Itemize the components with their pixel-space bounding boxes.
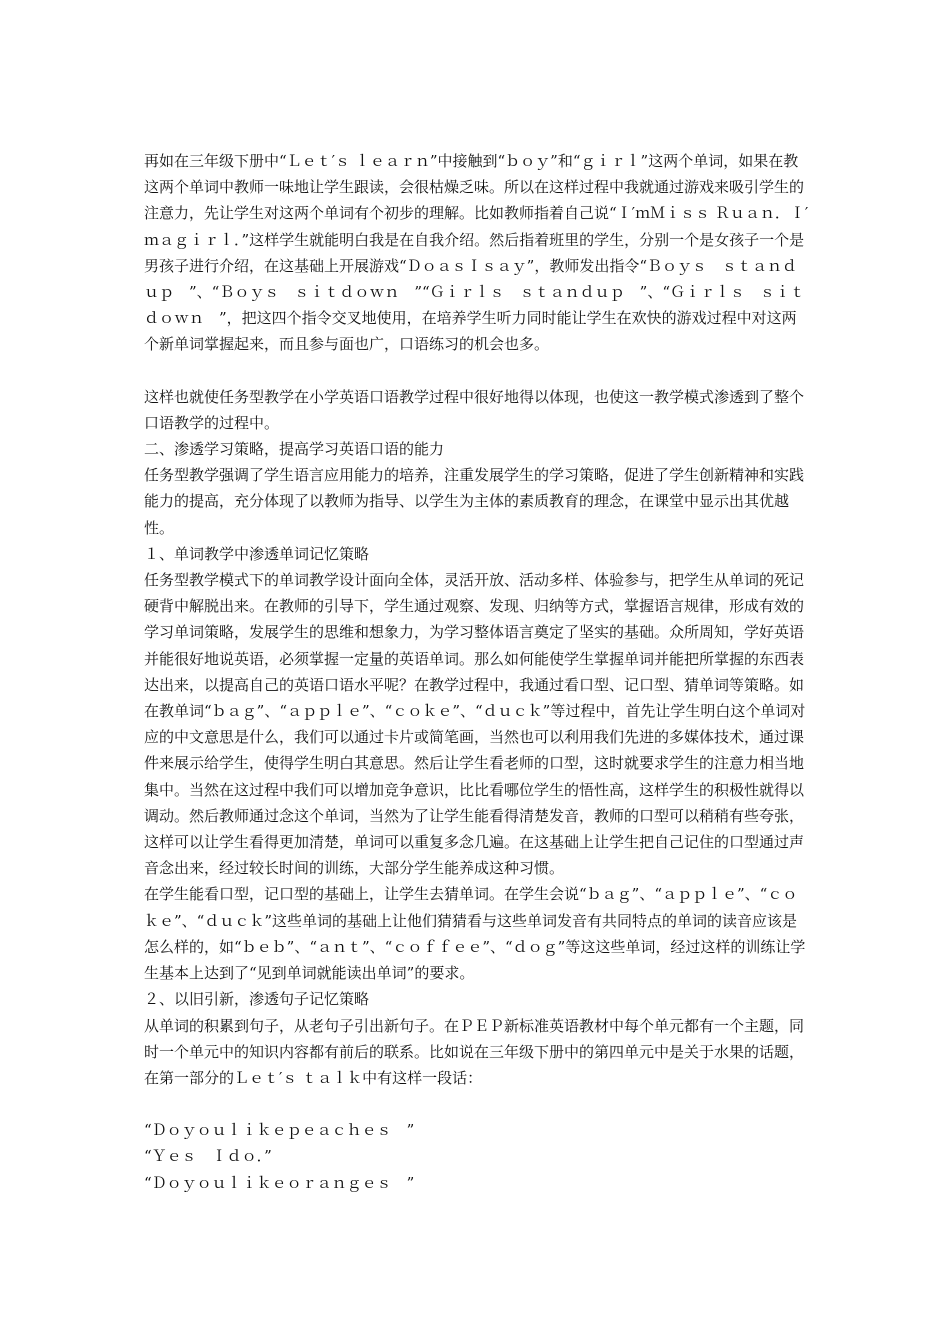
subheading-word-memory: １、单词教学中渗透单词记忆策略 <box>144 544 370 563</box>
document-body <box>144 148 810 1196</box>
paragraph-game-example: 再如在三年级下册中“Ｌｅｔ′ｓ ｌｅａｒｎ”中接触到“ｂｏｙ”和“ｇｉｒｌ”这两个单词，如果在教这两个单词中教师一味地让学生跟读，会很枯燥乏味。所以在这样过程中我就通过游戏来吸引学生的注意力，先让学生对这两个单词有个初步的理解。比如教师指着自己说“Ｉ′ｍＭｉｓｓ Ｒｕａｎ．Ｉ′ｍａｇｉｒｌ．”这样学生就能明白我是在自我介绍。然后指着班里的学生，分别一个是女孩子一个是男孩子进行介绍，在这基础上开展游戏“ＤｏａｓＩｓａｙ”，教师发出指令“Ｂｏｙｓ ｓｔａｎｄｕｐ ”、“Ｂｏｙｓ ｓｉｔｄｏｗｎ ”“Ｇｉｒｌｓ ｓｔａｎｄｕｐ ”、“Ｇｉｒｌｓ ｓｉｔｄｏｗｎ ”，把这四个指令交叉地使用，在培养学生听力同时能让学生在欢快的游戏过程中对这两个新单词掌握起来，而且参与面也广，口语练习的机会也多。 <box>144 152 809 354</box>
section-heading-learning-strategy: 二、渗透学习策略，提高学习英语口语的能力 <box>144 440 445 459</box>
dialogue-line: “Ｙｅｓ Ｉｄｏ．” <box>144 1147 272 1166</box>
subheading-sentence-memory: ２、以旧引新，渗透句子记忆策略 <box>144 990 370 1009</box>
paragraph-task-based-teaching: 任务型教学强调了学生语言应用能力的培养，注重发展学生的学习策略，促进了学生创新精神和实践能力的提高，充分体现了以教师为指导、以学生为主体的素质教育的理念，在课堂中显示出其优越性。 <box>144 466 805 537</box>
dialogue-line: “Ｄｏｙｏｕｌｉｋｅｐｅａｃｈｅｓ ” <box>144 1121 415 1140</box>
paragraph-summary: 这样也就使任务型教学在小学英语口语教学过程中很好地得以体现，也使这一教学模式渗透到了整个口语教学的过程中。 <box>144 387 805 432</box>
dialogue-line: “Ｄｏｙｏｕｌｉｋｅｏｒａｎｇｅｓ ” <box>144 1173 415 1192</box>
paragraph-word-teaching: 任务型教学模式下的单词教学设计面向全体，灵活开放、活动多样、体验参与，把学生从单词的死记硬背中解脱出来。在教师的引导下，学生通过观察、发现、归纳等方式，掌握语言规律，形成有效的学习单词策略，发展学生的思维和想象力，为学习整体语言奠定了坚实的基础。众所周知，学好英语并能很好地说英语，必须掌握一定量的英语单词。那么如何能使学生掌握单词并能把所掌握的东西表达出来，以提高自己的英语口语水平呢？在教学过程中，我通过看口型、记口型、猜单词等策略。如在教单词“ｂａｇ”、“ａｐｐｌｅ”、“ｃｏｋｅ”、“ｄｕｃｋ”等过程中，首先让学生明白这个单词对应的中文意思是什么，我们可以通过卡片或简笔画，当然也可以利用我们先进的多媒体技术，通过课件来展示给学生，使得学生明白其意思。然后让学生看老师的口型，这时就要求学生的注意力相当地集中。当然在这过程中我们可以增加竞争意识，比比看哪位学生的悟性高，这样学生的积极性就得以调动。然后教师通过念这个单词，当然为了让学生能看得清楚发音，教师的口型可以稍稍有些夸张，这样可以让学生看得更加清楚，单词可以重复多念几遍。在这基础上让学生把自己记住的口型通过声音念出来，经过较长时间的训练，大部分学生能养成这种习惯。 <box>144 571 806 878</box>
paragraph-sentence-teaching: 从单词的积累到句子，从老句子引出新句子。在ＰＥＰ新标准英语教材中每个单元都有一个主题，同时一个单元中的知识内容都有前后的联系。比如说在三年级下册中的第四单元中是关于水果的话题，在第一部分的Ｌｅｔ′ｓ ｔａｌｋ中有这样一段话： <box>144 1016 805 1087</box>
paragraph-guess-words: 在学生能看口型，记口型的基础上，让学生去猜单词。在学生会说“ｂａｇ”、“ａｐｐｌｅ”、“ｃｏｋｅ”、“ｄｕｃｋ”这些单词的基础上让他们猜猜看与这些单词发音有共同特点的单词的读音应该是怎么样的，如“ｂｅｂ”、“ａｎｔ”、“ｃｏｆｆｅｅ”、“ｄｏｇ”等这这些单词，经过这样的训练让学生基本上达到了“见到单词就能读出单词”的要求。 <box>144 885 806 983</box>
paragraph-spacer <box>144 1091 810 1117</box>
paragraph-spacer <box>144 358 810 384</box>
